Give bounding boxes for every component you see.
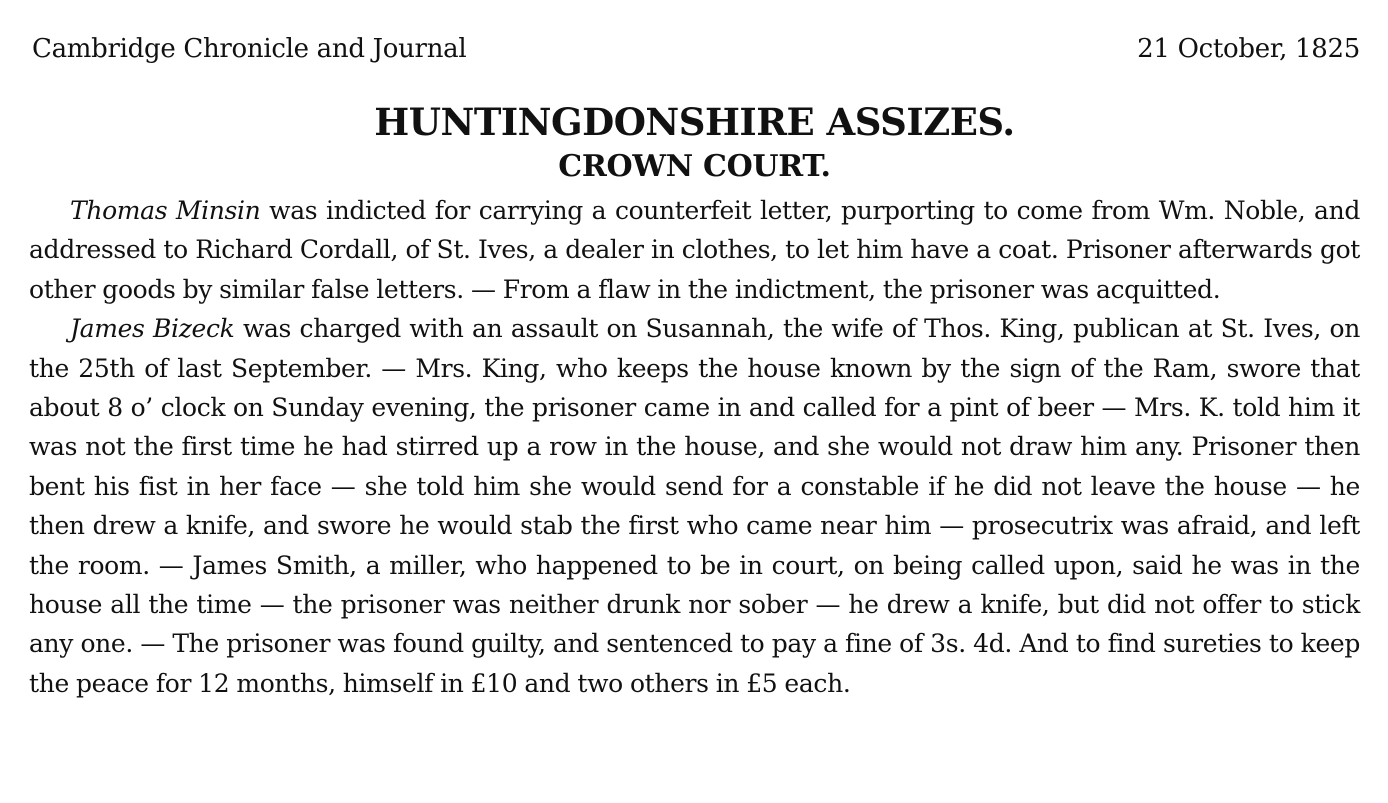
- article-paragraph: [29, 191, 1360, 309]
- article-subheadline: CROWN COURT.: [558, 149, 831, 184]
- article-paragraph: [29, 309, 1360, 703]
- paragraph-text: was charged with an assault on Susannah, the wife of Thos. King, publican at St. Ives, on the 25th of last September. — Mrs. King, who keeps the house known by the sign of the Ram, swore that about 8 o’ clock on Sunday evening, the prisoner came in and called for a pint of beer — Mrs. K. told him it was not the first time he had stirred up a row in the house, and she would not draw him any. Prisoner then bent his fist in her face — she told him she would send for a constable if he did not leave the house — he then drew a knife, and swore he would stab the first who came near him — prosecutrix was afraid, and left the room. — James Smith, a miller, who happened to be in court, on being called upon, said he was in the house all the time — the prisoner was neither drunk nor sober — he drew a knife, but did not offer to stick any one. — The prisoner was found guilty, and sentenced to pay a fine of 3s. 4d. And to find sureties to keep the peace for 12 months, himself in £10 and two others in £5 each.: [29, 314, 1360, 698]
- article-headline: HUNTINGDONSHIRE ASSIZES.: [374, 100, 1015, 144]
- defendant-name: James Bizeck: [70, 314, 235, 344]
- publication-name: Cambridge Chronicle and Journal: [32, 34, 467, 64]
- article-body: [29, 191, 1360, 703]
- publication-date: 21 October, 1825: [1137, 34, 1360, 64]
- paragraph-text: was indicted for carrying a counterfeit letter, purporting to come from Wm. Noble, and addressed to Richard Cordall, of St. Ives, a dealer in clothes, to let him have a coat. Prisoner afterwards got other goods by similar false letters. — From a flaw in the indictment, the prisoner was acquitted.: [29, 196, 1360, 304]
- page-header: [29, 0, 1360, 64]
- defendant-name: Thomas Minsin: [70, 196, 261, 225]
